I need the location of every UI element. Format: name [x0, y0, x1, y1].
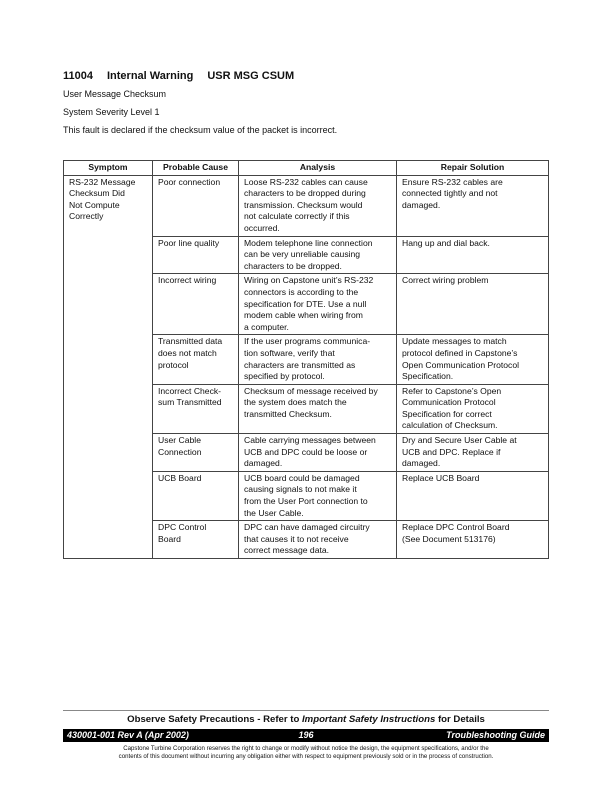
cause-cell	[153, 335, 239, 384]
analysis-cell	[239, 335, 397, 384]
fault-subtitle: User Message Checksum	[63, 89, 167, 99]
solution-line: UCB and DPC. Replace if	[402, 446, 501, 457]
analysis-line: causing signals to not make it	[244, 484, 357, 495]
fault-heading	[63, 70, 308, 82]
analysis-line: connectors is according to the	[244, 286, 359, 297]
analysis-cell	[239, 434, 397, 472]
analysis-line: specification for DTE. Use a null	[244, 298, 367, 309]
solution-line: Open Communication Protocol	[402, 359, 520, 370]
cause-line: Poor connection	[158, 176, 221, 187]
footer-divider	[63, 710, 549, 711]
cause-line: Incorrect wiring	[158, 275, 217, 286]
cause-cell	[153, 175, 239, 236]
analysis-cell	[239, 471, 397, 520]
analysis-line: that causes it to not receive	[244, 533, 349, 544]
analysis-cell	[239, 384, 397, 433]
analysis-line: Checksum of message received by	[244, 385, 378, 396]
analysis-line: tion software, verify that	[244, 347, 335, 358]
solution-cell	[397, 175, 549, 236]
analysis-cell	[239, 521, 397, 559]
cause-cell	[153, 236, 239, 274]
safety-instructions-reference: Important Safety Instructions	[302, 714, 436, 725]
cause-cell	[153, 434, 239, 472]
analysis-line: modem cable when wiring from	[244, 310, 363, 321]
solution-cell	[397, 434, 549, 472]
symptom-line: RS-232 Message	[69, 176, 136, 187]
solution-line: protocol defined in Capstone’s	[402, 347, 518, 358]
solution-line: damaged.	[402, 199, 441, 210]
cause-cell	[153, 384, 239, 433]
solution-line: Dry and Secure User Cable at	[402, 435, 517, 446]
analysis-line: Wiring on Capstone unit’s RS-232	[244, 275, 374, 286]
symptom-line: Checksum Did	[69, 188, 125, 199]
fault-name: USR MSG CSUM	[207, 70, 295, 82]
solution-line: Update messages to match	[402, 336, 507, 347]
analysis-cell	[239, 236, 397, 274]
fault-description: This fault is declared if the checksum value of the packet is incorrect.	[63, 125, 338, 135]
header-analysis: Analysis	[239, 161, 397, 176]
analysis-line: characters to be dropped during	[244, 188, 366, 199]
document-id: 430001-001 Rev A (Apr 2002)	[67, 730, 189, 740]
solution-line: Correct wiring problem	[402, 275, 489, 286]
analysis-line: transmitted Checksum.	[244, 408, 332, 419]
solution-cell	[397, 471, 549, 520]
solution-line: Replace UCB Board	[402, 472, 480, 483]
analysis-line: occurred.	[244, 222, 280, 233]
cause-line: protocol	[158, 359, 189, 370]
analysis-cell	[239, 274, 397, 335]
solution-line: Specification for correct	[402, 408, 492, 419]
cause-cell	[153, 274, 239, 335]
solution-line: Refer to Capstone’s Open	[402, 385, 502, 396]
analysis-line: characters to be dropped.	[244, 260, 342, 271]
solution-line: Hang up and dial back.	[402, 237, 490, 248]
cause-line: does not match	[158, 347, 217, 358]
solution-cell	[397, 236, 549, 274]
analysis-line: specified by protocol.	[244, 371, 325, 382]
cause-cell	[153, 471, 239, 520]
cause-line: Board	[158, 533, 181, 544]
solution-line: calculation of Checksum.	[402, 420, 498, 431]
troubleshooting-table	[63, 160, 549, 559]
analysis-line: DPC can have damaged circuitry	[244, 522, 370, 533]
solution-line: Specification.	[402, 371, 454, 382]
cause-line: User Cable	[158, 435, 201, 446]
analysis-line: correct message data.	[244, 545, 330, 556]
cause-line: Connection	[158, 446, 202, 457]
disclaimer-line: Capstone Turbine Corporation reserves the right to change or modify without notice the design, the equipment specifications, and/or the	[123, 745, 489, 752]
safety-notice	[63, 714, 549, 725]
analysis-line: the system does match the	[244, 397, 347, 408]
analysis-line: Loose RS-232 cables can cause	[244, 176, 368, 187]
symptom-line: Not Compute	[69, 199, 120, 210]
cause-cell	[153, 521, 239, 559]
analysis-line: not calculate correctly if this	[244, 211, 350, 222]
page-number: 196	[298, 730, 314, 740]
table-body	[64, 175, 549, 558]
cause-line: DPC Control	[158, 522, 207, 533]
solution-line: Communication Protocol	[402, 397, 496, 408]
solution-line: Replace DPC Control Board	[402, 522, 510, 533]
analysis-line: Cable carrying messages between	[244, 435, 376, 446]
cause-line: Transmitted data	[158, 336, 223, 347]
analysis-line: transmission. Checksum would	[244, 199, 363, 210]
header-repair-solution: Repair Solution	[397, 161, 549, 176]
analysis-line: the User Cable.	[244, 507, 304, 518]
guide-title: Troubleshooting Guide	[446, 730, 545, 740]
analysis-line: UCB board could be damaged	[244, 472, 360, 483]
cause-line: UCB Board	[158, 472, 202, 483]
analysis-line: damaged.	[244, 458, 283, 469]
solution-cell	[397, 274, 549, 335]
severity-level: System Severity Level 1	[63, 107, 160, 117]
analysis-cell	[239, 175, 397, 236]
analysis-line: a computer.	[244, 321, 289, 332]
symptom-cell	[64, 175, 153, 558]
solution-cell	[397, 335, 549, 384]
footer-bar	[63, 729, 549, 742]
analysis-line: characters are transmitted as	[244, 359, 356, 370]
header-symptom: Symptom	[64, 161, 153, 176]
solution-line: Ensure RS-232 cables are	[402, 176, 503, 187]
analysis-line: If the user programs communica-	[244, 336, 371, 347]
solution-line: (See Document 513176)	[402, 533, 496, 544]
analysis-line: Modem telephone line connection	[244, 237, 373, 248]
analysis-line: UCB and DPC could be loose or	[244, 446, 368, 457]
solution-line: connected tightly and not	[402, 188, 498, 199]
solution-cell	[397, 521, 549, 559]
fault-code: 11004	[63, 70, 93, 82]
cause-line: sum Transmitted	[158, 397, 222, 408]
disclaimer-line: contents of this document without incurring any obligation either with respect to equipment previously sold or in the process of construction.	[118, 753, 494, 760]
cause-line: Incorrect Check-	[158, 385, 222, 396]
table-row	[64, 175, 549, 236]
table-header-row	[64, 161, 549, 176]
analysis-line: from the User Port connection to	[244, 496, 368, 507]
safety-prefix: Observe Safety Precautions - Refer to	[127, 714, 303, 725]
cause-line: Poor line quality	[158, 237, 220, 248]
solution-cell	[397, 384, 549, 433]
solution-line: damaged.	[402, 458, 441, 469]
header-probable-cause: Probable Cause	[153, 161, 239, 176]
legal-disclaimer	[63, 745, 549, 761]
safety-suffix: for Details	[435, 714, 485, 725]
symptom-line: Correctly	[69, 211, 104, 222]
analysis-line: can be very unreliable causing	[244, 249, 361, 260]
fault-category: Internal Warning	[106, 70, 194, 82]
